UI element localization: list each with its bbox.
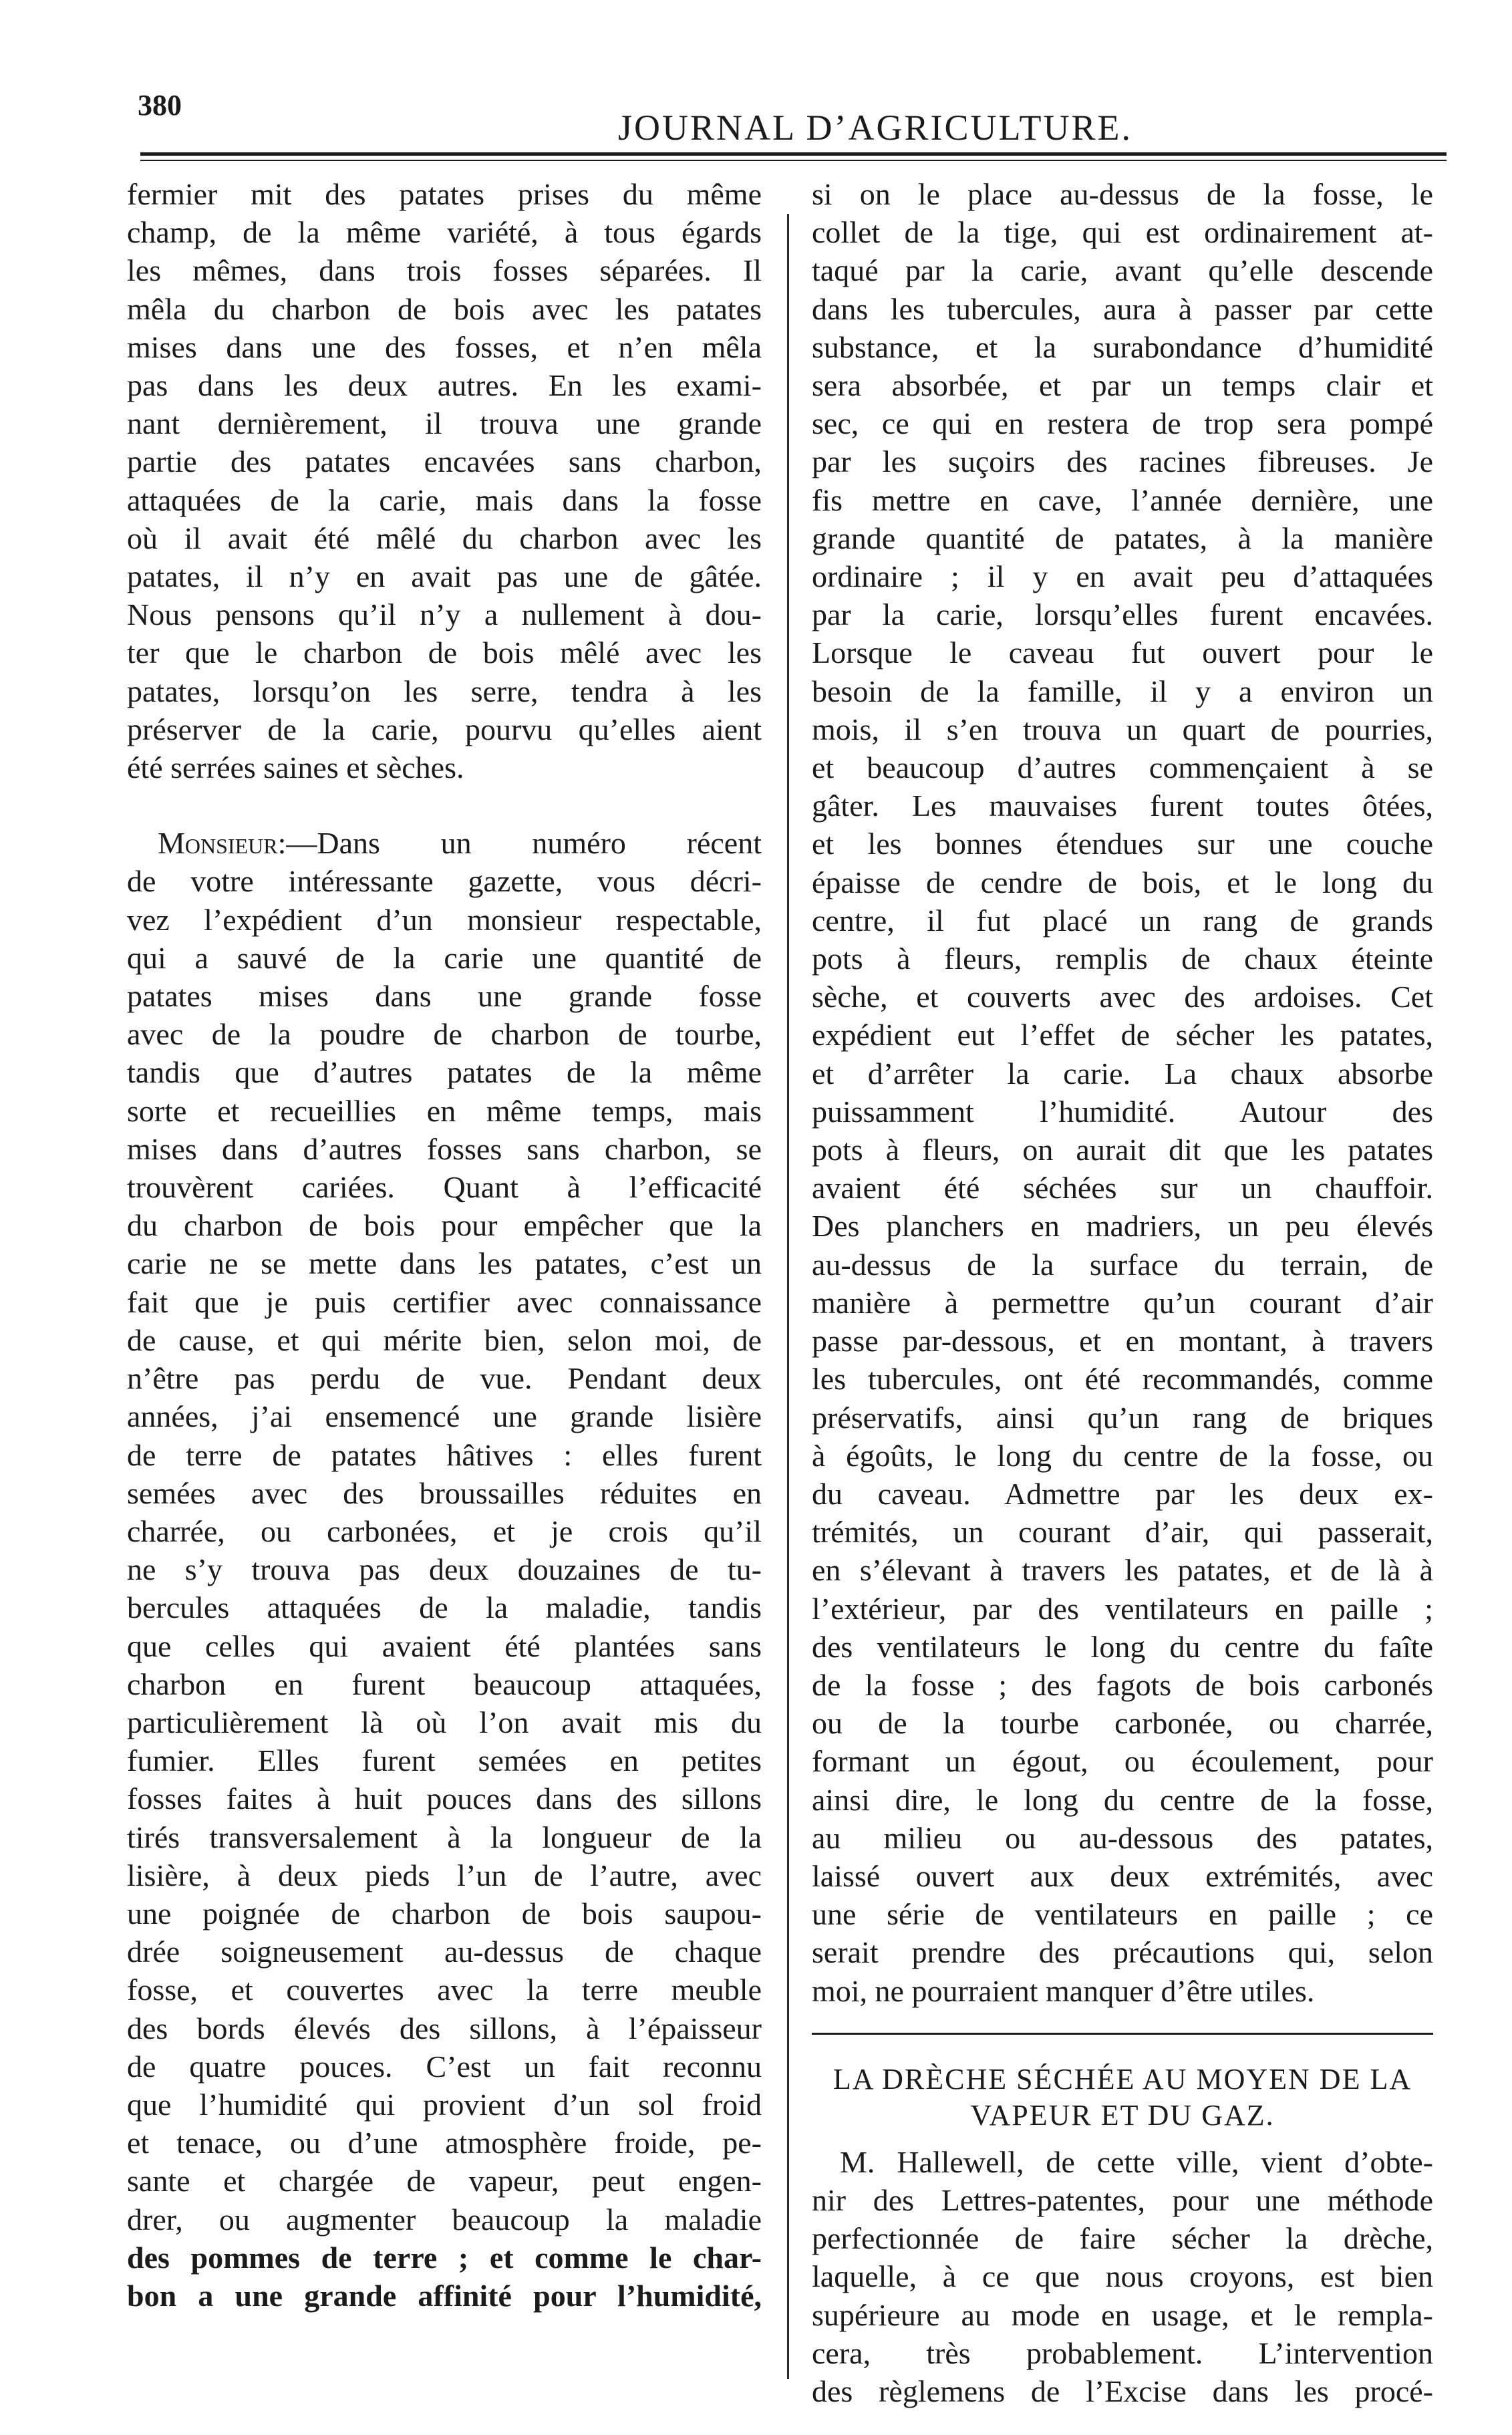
text-line: fait que je puis certifier avec connaissance [127,1284,762,1319]
text-line: Des planchers en madriers, un peu élevés [812,1209,1433,1244]
text-line: mois, il s’en trouva un quart de pourries, [812,712,1433,746]
text-line: fosse, et couvertes avec la terre meuble [127,1973,762,2007]
text-line: passe par-dessous, et en montant, à travers [812,1324,1433,1358]
text-line: nant dernièrement, il trouva une grande [127,406,762,441]
letter-paragraph [127,824,762,2315]
right-column [812,175,1433,2410]
text-line: dans les tubercules, aura à passer par cette [812,291,1433,326]
text-line: carie ne se mette dans les patates, c’est un [127,1246,762,1281]
letter-salutation: Monsieur [158,826,278,861]
text-line: pots à fleurs, on aurait dit que les patates [812,1133,1433,1167]
text-line: mises dans une des fosses, et n’en mêla [127,329,762,364]
text-line: charbon en furent beaucoup attaquées, [127,1667,762,1701]
text-line: par la carie, lorsqu’elles furent encavées. [812,597,1433,632]
text-line: attaquées de la carie, mais dans la fosse [127,482,762,517]
text-line: en s’élevant à travers les patates, et de là à [812,1553,1433,1588]
column-divider [787,214,789,2379]
text-line: avaient été séchées sur un chauffoir. [812,1171,1433,1205]
text-line: drée soigneusement au-dessus de chaque [127,1935,762,1969]
text-line: besoin de la famille, il y a environ un [812,674,1433,708]
text-line: n’être pas perdu de vue. Pendant deux [127,1361,762,1396]
text-line: patates mises dans une grande fosse [127,979,762,1014]
text-line: tirés transversalement à la longueur de la [127,1820,762,1854]
text-line: Nous pensons qu’il n’y a nullement à dou- [127,597,762,632]
text-line: des ventilateurs le long du centre du faîte [812,1629,1433,1664]
text-line: perfectionnée de faire sécher la drèche, [812,2221,1433,2256]
text-line: fis mettre en cave, l’année dernière, une [812,482,1433,517]
text-line: des règlemens de l’Excise dans les procé- [812,2374,1433,2408]
text-line: les tubercules, ont été recommandés, comme [812,1362,1433,1397]
text-line: préserver de la carie, pourvu qu’elles aient [127,712,762,746]
text-line: sante et chargée de vapeur, peut engen- [127,2164,762,2198]
text-line: des bords élevés des sillons, à l’épaisseur [127,2011,762,2045]
text-line: du charbon de bois pour empêcher que la [127,1208,762,1243]
text-line: M. Hallewell, de cette ville, vient d’obte- [840,2144,1433,2179]
text-line: vez l’expédient d’un monsieur respectable, [127,902,762,937]
text-line: fumier. Elles furent semées en petites [127,1743,762,1778]
text-line: bon a une grande affinité pour l’humidité, [127,2278,762,2313]
text-line: lisière, à deux pieds l’un de l’autre, avec [127,1858,762,1892]
text-line: et d’arrêter la carie. La chaux absorbe [812,1056,1433,1091]
header-rule [140,152,1447,161]
text-line: Lorsque le caveau fut ouvert pour le [812,635,1433,670]
text-line: qui a sauvé de la carie une quantité de [127,940,762,975]
text-line: trémités, un courant d’air, qui passerait, [812,1515,1433,1550]
text-line: années, j’ai ensemencé une grande lisière [127,1399,762,1434]
section-title-line-2: VAPEUR ET DU GAZ. [970,2098,1275,2132]
text-line: où il avait été mêlé du charbon avec les [127,521,762,555]
text-line: ne s’y trouva pas deux douzaines de tu- [127,1552,762,1587]
text-line: l’extérieur, par des ventilateurs en paille ; [812,1591,1433,1626]
right-paragraph-2 [812,2143,1433,2410]
text-line: et tenace, ou d’une atmosphère froide, pe- [127,2126,762,2160]
text-line: serait prendre des précautions qui, selon [812,1935,1433,1970]
text-line: sorte et recueillies en même temps, mais [127,1093,762,1128]
text-line: ter que le charbon de bois mêlé avec les [127,635,762,670]
section-divider [812,2033,1433,2035]
left-paragraph-1 [127,175,762,786]
running-head: JOURNAL D’AGRICULTURE. [617,108,1132,148]
text-line: pots à fleurs, remplis de chaux éteinte [812,942,1433,976]
text-line: que celles qui avaient été plantées sans [127,1628,762,1663]
text-line [127,824,762,862]
text-line: centre, il fut placé un rang de grands [812,903,1433,938]
text-line: si on le place au-dessus de la fosse, le [812,177,1433,211]
right-paragraph-1 [812,175,1433,2010]
text-line: sèche, et couverts avec des ardoises. Cet [812,980,1433,1014]
paragraph-gap [127,786,762,824]
text-line: par les suçoirs des racines fibreuses. Je [812,444,1433,479]
text-line: taqué par la carie, avant qu’elle descende [812,253,1433,288]
text-line: de quatre pouces. C’est un fait reconnu [127,2049,762,2084]
text-line: semées avec des broussailles réduites en [127,1475,762,1510]
text-line: collet de la tige, qui est ordinairement at- [812,215,1433,250]
text-line: avec de la poudre de charbon de tourbe, [127,1017,762,1052]
text-line: ou de la tourbe carbonée, ou charrée, [812,1706,1433,1741]
text-line: préservatifs, ainsi qu’un rang de briques [812,1400,1433,1435]
text-line: champ, de la même variété, à tous égards [127,215,762,250]
text-line: ordinaire ; il y en avait peu d’attaquées [812,559,1433,594]
text-line: laissé ouvert aux deux extrémités, avec [812,1858,1433,1893]
text-line: partie des patates encavées sans charbon, [127,444,762,479]
text-line: nir des Lettres-patentes, pour une méthode [812,2182,1433,2217]
text-line: mises dans d’autres fosses sans charbon, se [127,1131,762,1166]
text-line: puissamment l’humidité. Autour des [812,1094,1433,1129]
text-line: expédient eut l’effet de sécher les patates, [812,1018,1433,1052]
left-column [127,175,762,2315]
text-line: fermier mit des patates prises du même [127,177,762,211]
text-line: que l’humidité qui provient d’un sol froid [127,2087,762,2122]
text-line: grande quantité de patates, à la manière [812,521,1433,555]
text-line: supérieure au mode en usage, et le rempla- [812,2297,1433,2332]
text-line: une poignée de charbon de bois saupou- [127,1896,762,1930]
text-line: tandis que d’autres patates de la même [127,1055,762,1090]
section-title-line-1: LA DRÈCHE SÉCHÉE AU MOYEN DE LA [833,2062,1412,2096]
text-line: cera, très probablement. L’intervention [812,2335,1433,2370]
text-line: de cause, et qui mérite bien, selon moi, de [127,1322,762,1357]
text-line: pas dans les deux autres. En les exami- [127,368,762,403]
text-line: sec, ce qui en restera de trop sera pompé [812,406,1433,441]
text-line: fosses faites à huit pouces dans des sillons [127,1781,762,1816]
text-line: formant un égout, ou écoulement, pour [812,1744,1433,1779]
text-line: trouvèrent cariées. Quant à l’efficacité [127,1170,762,1205]
text-line: au-dessus de la surface du terrain, de [812,1247,1433,1282]
text-line: à égoûts, le long du centre de la fosse, ou [812,1438,1433,1473]
text-line: substance, et la surabondance d’humidité [812,329,1433,364]
text-line: moi, ne pourraient manquer d’être utiles. [812,1973,1315,2008]
text-line: les mêmes, dans trois fosses séparées. Il [127,253,762,288]
text-line: drer, ou augmenter beaucoup la maladie [127,2202,762,2237]
text-line: de la fosse ; des fagots de bois carbonés [812,1667,1433,1702]
text-line: sera absorbée, et par un temps clair et [812,368,1433,403]
text-line: manière à permettre qu’un courant d’air [812,1285,1433,1320]
text-line: bercules attaquées de la maladie, tandis [127,1590,762,1625]
text-line: de votre intéressante gazette, vous décri- [127,864,762,899]
letter-opening: :—Dans un numéro récent [277,826,762,861]
text-line: été serrées saines et sèches. [127,750,464,785]
text-line: une série de ventilateurs en paille ; ce [812,1897,1433,1932]
text-line: mêla du charbon de bois avec les patates [127,291,762,326]
text-line: épaisse de cendre de bois, et le long du [812,865,1433,899]
text-line: ainsi dire, le long du centre de la fosse, [812,1782,1433,1817]
text-line: de terre de patates hâtives : elles furent [127,1437,762,1472]
text-line: gâter. Les mauvaises furent toutes ôtées, [812,789,1433,823]
text-line: patates, lorsqu’on les serre, tendra à les [127,674,762,708]
text-line: particulièrement là où l’on avait mis du [127,1705,762,1739]
text-line: du caveau. Admettre par les deux ex- [812,1476,1433,1511]
text-line: patates, il n’y en avait pas une de gâtée. [127,559,762,594]
text-line: et les bonnes étendues sur une couche [812,827,1433,861]
page-number: 380 [138,89,182,122]
text-line: des pommes de terre ; et comme le char- [127,2240,762,2275]
text-line: et beaucoup d’autres commençaient à se [812,750,1433,785]
text-line: laquelle, à ce que nous croyons, est bien [812,2259,1433,2294]
text-line: au milieu ou au-dessous des patates, [812,1820,1433,1855]
text-line: charrée, ou carbonées, et je crois qu’il [127,1514,762,1548]
